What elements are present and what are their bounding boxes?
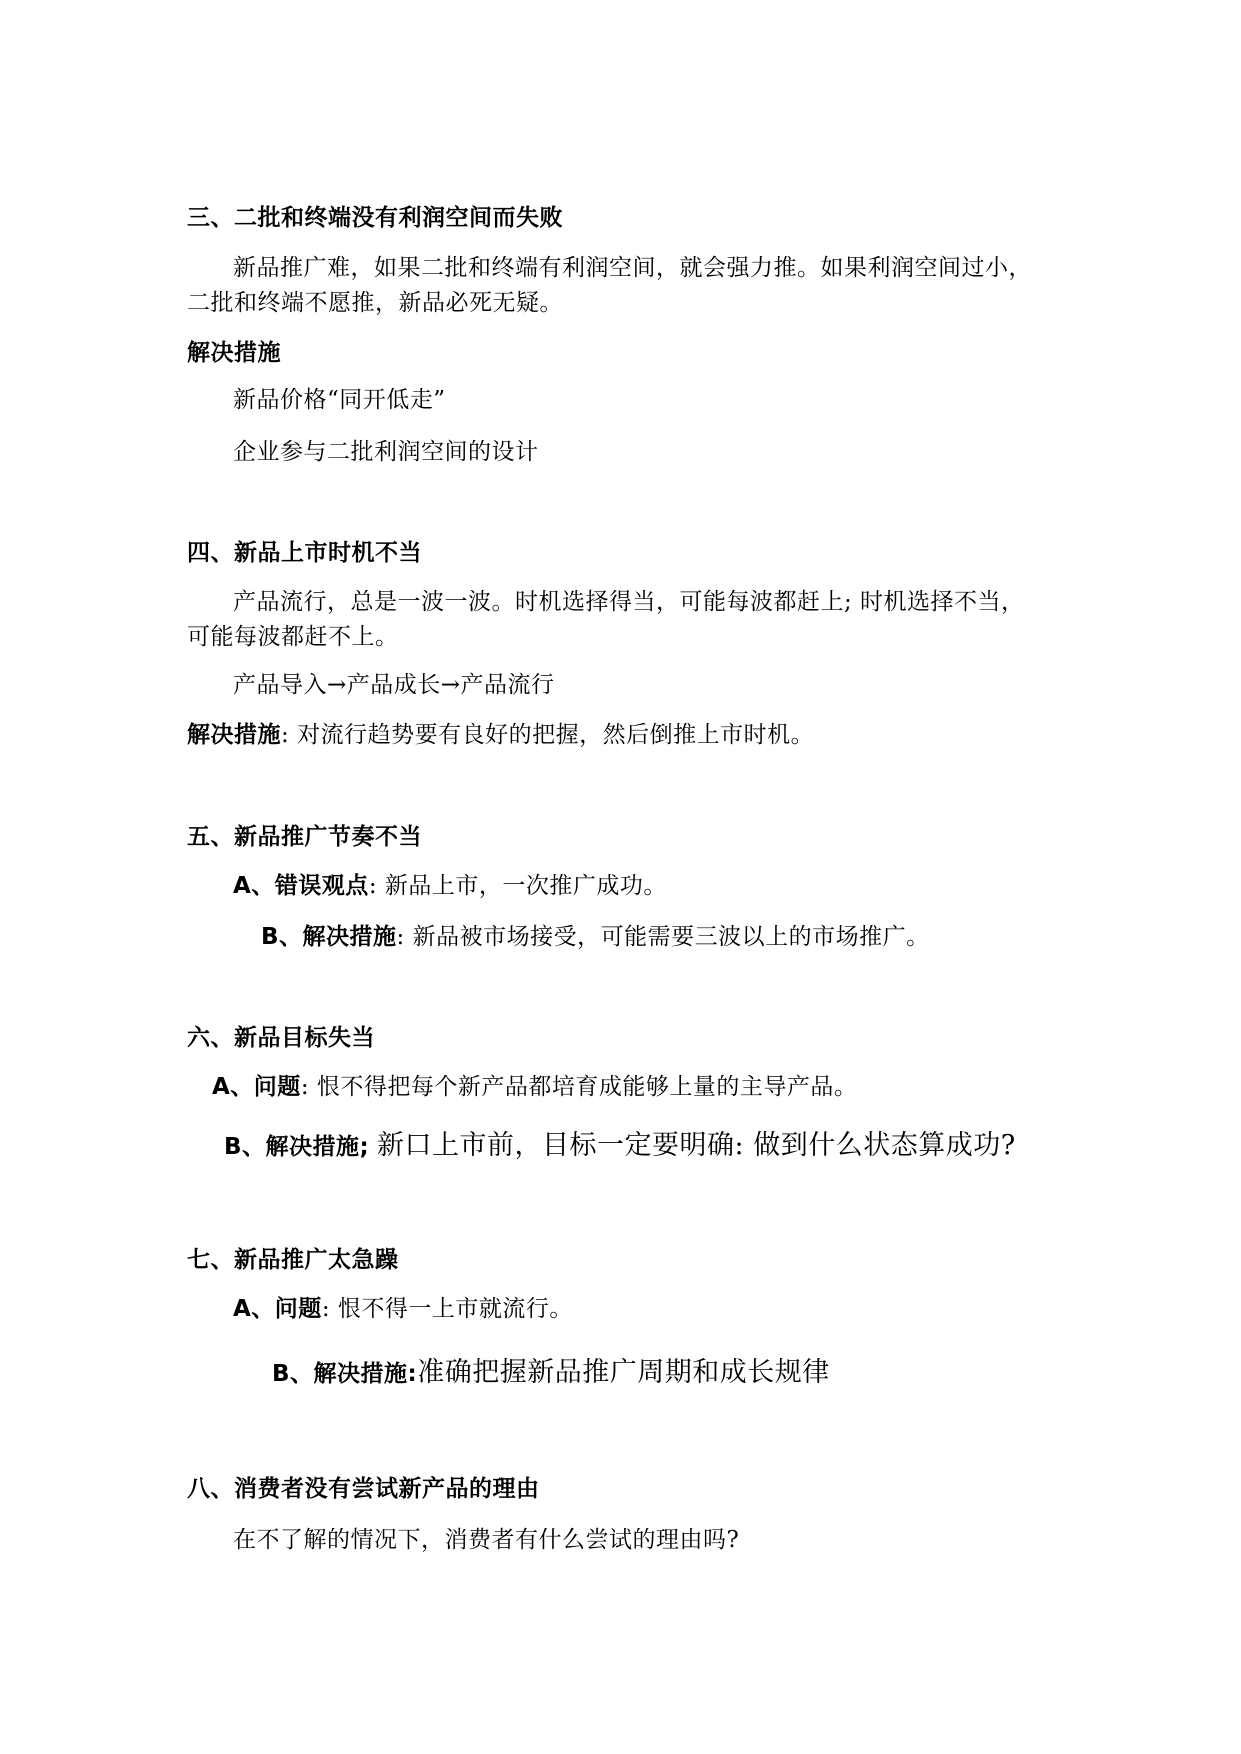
section-8-paragraph: 在不了解的情况下，消费者有什么尝试的理由吗?	[233, 1527, 740, 1553]
section-6-item-b-label: B、解决措施;	[224, 1134, 370, 1160]
section-7-item-b-label: B、解决措施:	[272, 1361, 418, 1387]
section-3-measure-2: 企业参与二批利润空间的设计	[233, 439, 539, 465]
section-5-item-a-text: 新品上市，一次推广成功。	[384, 873, 667, 899]
section-8-heading: 八、消费者没有尝试新产品的理由	[187, 1476, 540, 1502]
section-7-heading: 七、新品推广太急躁	[187, 1247, 399, 1273]
section-3-measures-label: 解决措施	[187, 340, 281, 366]
section-4-measures-label: 解决措施	[187, 722, 281, 748]
section-7-item-a-separator: :	[321, 1296, 331, 1322]
section-6-heading: 六、新品目标失当	[187, 1025, 375, 1051]
section-5-item-a-separator: :	[368, 873, 378, 899]
section-4-heading: 四、新品上市时机不当	[187, 540, 422, 566]
section-3-heading: 三、二批和终端没有利润空间而失败	[187, 205, 563, 231]
section-6-item-b	[224, 1131, 1016, 1162]
section-5-item-b-separator: :	[396, 924, 405, 950]
section-7-item-b-text: 准确把握新品推广周期和成长规律	[417, 1357, 830, 1388]
section-5-item-b-text: 新品被市场接受，可能需要三波以上的市场推广。	[412, 924, 930, 950]
section-3-measure-1: 新品价格“同开低走”	[233, 387, 446, 413]
section-6-item-a-label: A、问题	[212, 1074, 301, 1100]
section-4-measures-separator: :	[281, 722, 290, 748]
section-4-paragraph-line-2: 可能每波都赶不上。	[187, 624, 399, 650]
section-6-item-a-text: 恨不得把每个新产品都培育成能够上量的主导产品。	[316, 1074, 858, 1100]
section-7-item-b	[272, 1358, 830, 1389]
section-6-item-a-separator: :	[300, 1074, 310, 1100]
section-3-paragraph-line-1: 新品推广难，如果二批和终端有利润空间，就会强力推。如果利润空间过小，	[233, 255, 1032, 281]
section-5-heading: 五、新品推广节奏不当	[187, 824, 422, 850]
section-5-item-b	[261, 922, 930, 952]
section-7-item-a-text: 恨不得一上市就流行。	[337, 1296, 573, 1322]
section-5-item-b-label: B、解决措施	[261, 924, 397, 950]
section-3-paragraph-line-2: 二批和终端不愿推，新品必死无疑。	[187, 290, 563, 316]
section-5-item-a	[233, 871, 667, 901]
section-4-measures	[187, 720, 814, 750]
section-7-item-a	[233, 1294, 573, 1324]
section-4-paragraph-line-1: 产品流行，总是一波一波。时机选择得当，可能每波都赶上; 时机选择不当，	[233, 589, 1025, 615]
section-6-item-b-text: 新口上市前，目标一定要明确: 做到什么状态算成功?	[377, 1130, 1016, 1161]
section-4-flow: 产品导入→产品成长→产品流行	[233, 672, 555, 698]
section-6-item-a	[212, 1072, 857, 1102]
section-7-item-a-label: A、问题	[233, 1296, 322, 1322]
section-4-measures-text: 对流行趋势要有良好的把握，然后倒推上市时机。	[297, 722, 815, 748]
section-5-item-a-label: A、错误观点	[233, 873, 369, 899]
